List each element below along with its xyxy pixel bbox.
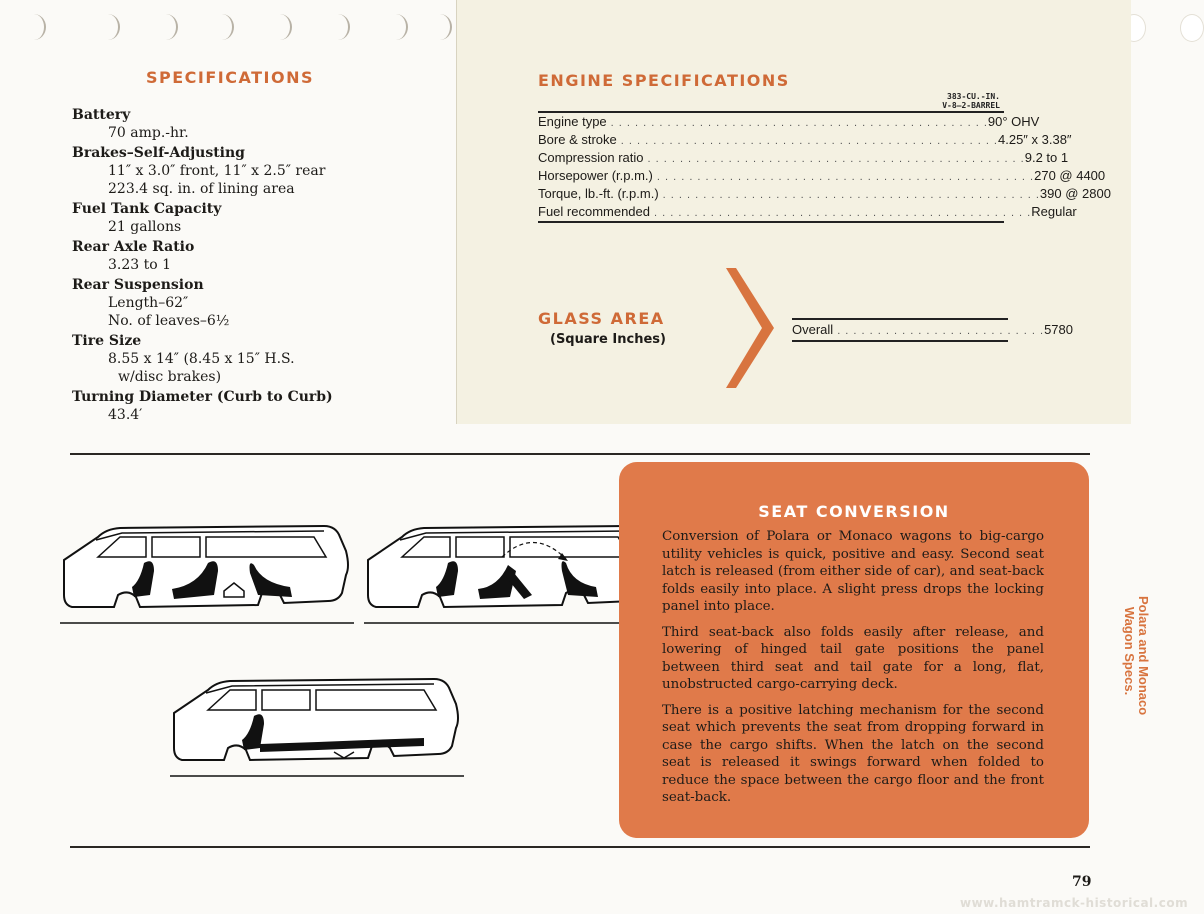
glass-area-subtitle: (Square Inches): [550, 332, 666, 347]
wagon-illustration-second-seat-folding: [362, 515, 662, 630]
spec-value: 223.4 sq. in. of lining area: [108, 181, 295, 197]
divider-top: [70, 453, 1090, 455]
glass-area-table: [792, 318, 1073, 342]
engine-row: [538, 185, 1111, 203]
wagon-illustration-cargo-deck: [168, 668, 468, 783]
engine-row: [538, 167, 1106, 185]
glass-area-row: [792, 320, 1073, 340]
side-tab: [1122, 596, 1151, 716]
spec-value: 3.23 to 1: [108, 257, 172, 273]
glass-area-title: GLASS AREA: [538, 309, 665, 328]
side-tab-line1: Polara and Monaco: [1136, 596, 1151, 716]
spec-item: [72, 276, 372, 330]
engine-row: [538, 203, 1077, 221]
engine-row-value: Regular: [1031, 204, 1077, 219]
spec-label: Turning Diameter (Curb to Curb): [72, 389, 333, 405]
spec-value: w/disc brakes): [118, 369, 222, 385]
engine-row-label: Bore & stroke: [538, 132, 617, 147]
seat-conversion-title: SEAT CONVERSION: [758, 502, 950, 521]
glass-row-label: Overall: [792, 322, 834, 337]
engine-row-value: 390 @ 2800: [1039, 186, 1111, 201]
engine-column-head: [900, 92, 1000, 110]
engine-column-head-line1: 383-CU.-IN.: [947, 92, 1000, 101]
binder-hole: [326, 14, 350, 40]
engine-row-label: Compression ratio: [538, 150, 644, 165]
engine-row-label: Horsepower (r.p.m.): [538, 168, 653, 183]
engine-row-label: Engine type: [538, 114, 607, 129]
side-tab-line2: Wagon Specs.: [1122, 606, 1137, 696]
binder-hole: [96, 14, 120, 40]
seat-conversion-paragraph: Conversion of Polara or Monaco wagons to big-cargo utility vehicles is quick, positive and easy. Second seat latch is released (from either side of car), and seat-back folds easily into place. A slight press drops the locking panel into place.: [662, 529, 1044, 614]
leader-dots: . . . . . . . . . . . . . . . . . . . . . . . . . .: [837, 325, 1045, 337]
binder-hole: [22, 14, 46, 40]
spec-label: Battery: [72, 107, 131, 123]
binder-hole: [268, 14, 292, 40]
seat-conversion-body: [662, 528, 1044, 815]
spec-item: [72, 238, 372, 274]
specifications-title: SPECIFICATIONS: [146, 68, 315, 87]
engine-row-label: Fuel recommended: [538, 204, 650, 219]
glass-row-value: 5780: [1044, 322, 1073, 337]
watermark: www.hamtramck-historical.com: [960, 896, 1189, 910]
spec-value: Length–62″: [108, 295, 189, 311]
leader-dots: . . . . . . . . . . . . . . . . . . . . . . . . . . . . . . . . . . . . . . . . . . . . . . .: [620, 135, 998, 147]
binder-hole: [384, 14, 408, 40]
leader-dots: . . . . . . . . . . . . . . . . . . . . . . . . . . . . . . . . . . . . . . . . . . . . . . .: [656, 171, 1035, 183]
spec-label: Fuel Tank Capacity: [72, 201, 222, 217]
spec-value: 8.55 x 14″ (8.45 x 15″ H.S.: [108, 351, 295, 367]
engine-row: [538, 113, 1040, 131]
engine-row: [538, 131, 1072, 149]
spec-value: 43.4′: [108, 407, 143, 423]
engine-column-head-line2: V-8—2-BARREL: [942, 101, 1000, 110]
binder-hole: [210, 14, 234, 40]
engine-row: [538, 149, 1069, 167]
leader-dots: . . . . . . . . . . . . . . . . . . . . . . . . . . . . . . . . . . . . . . . . . . . . . . .: [610, 117, 988, 129]
wagon-illustration-seats-up: [58, 515, 358, 630]
seat-conversion-box: [619, 462, 1089, 838]
binder-hole: [428, 14, 452, 40]
chevron-right-icon: [726, 268, 776, 388]
engine-specifications-title: ENGINE SPECIFICATIONS: [538, 71, 790, 90]
spec-label: Brakes–Self-Adjusting: [72, 145, 245, 161]
spec-item: [72, 388, 372, 424]
binder-hole: [154, 14, 178, 40]
spec-value: 11″ x 3.0″ front, 11″ x 2.5″ rear: [108, 163, 326, 179]
page-number: 79: [1072, 874, 1092, 890]
leader-dots: . . . . . . . . . . . . . . . . . . . . . . . . . . . . . . . . . . . . . . . . . . . . . . .: [654, 207, 1032, 219]
spec-item: [72, 144, 372, 198]
leader-dots: . . . . . . . . . . . . . . . . . . . . . . . . . . . . . . . . . . . . . . . . . . . . . . .: [647, 153, 1025, 165]
spec-label: Tire Size: [72, 333, 142, 349]
engine-row-value: 90° OHV: [987, 114, 1040, 129]
spec-item: [72, 332, 372, 386]
spec-value: 70 amp.-hr.: [108, 125, 189, 141]
spec-value: No. of leaves–6½: [108, 313, 230, 329]
spec-label: Rear Suspension: [72, 277, 204, 293]
specifications-list: [72, 106, 372, 426]
leader-dots: . . . . . . . . . . . . . . . . . . . . . . . . . . . . . . . . . . . . . . . . . . . . . . .: [662, 189, 1040, 201]
divider-bottom: [70, 846, 1090, 848]
spec-label: Rear Axle Ratio: [72, 239, 195, 255]
engine-row-value: 270 @ 4400: [1034, 168, 1106, 183]
spec-item: [72, 106, 372, 142]
engine-row-value: 4.25″ x 3.38″: [998, 132, 1072, 147]
spec-item: [72, 200, 372, 236]
seat-conversion-paragraph: There is a positive latching mechanism for the second seat which prevents the seat from dropping forward in case the cargo shifts. When the latch on the second seat is released it swings forward when folded to reduce the space between the cargo floor and the front seat-back.: [662, 702, 1044, 805]
engine-specifications-table: [538, 111, 1111, 223]
binder-hole: [1180, 14, 1204, 42]
spec-value: 21 gallons: [108, 219, 182, 235]
seat-conversion-paragraph: Third seat-back also folds easily after release, and lowering of hinged tail gate positions the panel between third seat and tail gate for a long, flat, unobstructed cargo-carrying deck.: [662, 624, 1044, 692]
engine-row-label: Torque, lb.-ft. (r.p.m.): [538, 186, 659, 201]
engine-row-value: 9.2 to 1: [1024, 150, 1069, 165]
